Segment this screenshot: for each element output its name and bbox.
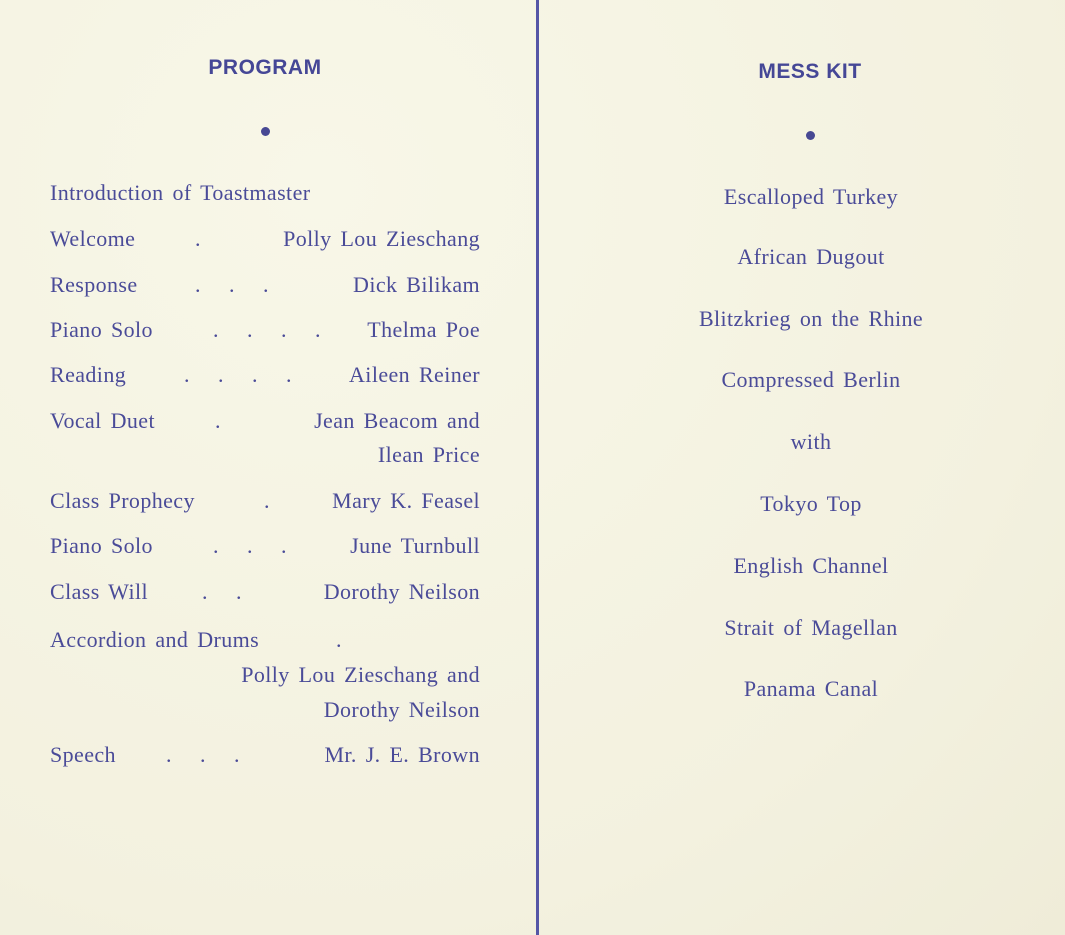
- program-row-label: Response: [50, 272, 138, 297]
- program-heading: PROGRAM: [208, 56, 322, 79]
- program-row-vocal-duet: [50, 408, 480, 478]
- program-row-performer: Dorothy Neilson: [323, 579, 480, 604]
- program-row-accordion-drums: [50, 627, 480, 737]
- menu-item: Compressed Berlin: [721, 367, 901, 392]
- program-row-label: Piano Solo: [50, 317, 153, 342]
- program-row-label: Reading: [50, 362, 127, 387]
- program-row-leader-dots: .: [195, 226, 211, 251]
- program-row-performer: Dick Bilikam: [353, 272, 480, 297]
- program-row-performer-line2: Ilean Price: [377, 442, 480, 467]
- menu-item: Blitzkrieg on the Rhine: [698, 306, 924, 331]
- program-row-label: Introduction of Toastmaster: [50, 180, 311, 205]
- program-row-label: Welcome: [50, 226, 136, 251]
- program-bullet-dot: [261, 127, 270, 136]
- menu-item: with: [790, 429, 832, 454]
- program-row-performer-line3: Dorothy Neilson: [323, 697, 480, 722]
- menu-item: English Channel: [733, 553, 889, 578]
- program-row-leader-dots: . . .: [195, 272, 279, 297]
- program-row-leader-dots: .: [215, 408, 231, 433]
- program-row-performer-line2: Polly Lou Zieschang and: [241, 662, 480, 687]
- program-row-leader-dots: .: [336, 627, 352, 652]
- program-row-performer: Thelma Poe: [367, 317, 480, 342]
- program-row-leader-dots: . . .: [213, 533, 297, 558]
- program-row-leader-dots: . . . .: [213, 317, 331, 342]
- program-row-label: Class Will: [50, 579, 148, 604]
- program-row-leader-dots: . . . .: [184, 362, 302, 387]
- menu-item: Tokyo Top: [760, 491, 862, 516]
- mess-kit-bullet-dot: [806, 131, 815, 140]
- program-row-label: Speech: [50, 742, 116, 767]
- menu-item: African Dugout: [737, 244, 885, 269]
- program-row-performer: Mary K. Feasel: [332, 488, 480, 513]
- menu-item: Strait of Magellan: [724, 615, 898, 640]
- center-fold-line: [536, 0, 539, 935]
- program-row-label: Vocal Duet: [50, 408, 155, 433]
- menu-item: Escalloped Turkey: [723, 184, 899, 209]
- program-row-performer: Mr. J. E. Brown: [324, 742, 480, 767]
- program-row-performer: Aileen Reiner: [349, 362, 480, 387]
- program-row-label: Piano Solo: [50, 533, 153, 558]
- mess-kit-heading: MESS KIT: [758, 60, 862, 83]
- menu-item: Panama Canal: [743, 676, 879, 701]
- program-row-performer: Jean Beacom and: [314, 408, 480, 433]
- program-row-performer: Polly Lou Zieschang: [283, 226, 480, 251]
- program-row-performer: June Turnbull: [350, 533, 480, 558]
- program-row-leader-dots: . .: [202, 579, 252, 604]
- program-row-leader-dots: .: [264, 488, 280, 513]
- program-row-leader-dots: . . .: [166, 742, 250, 767]
- program-row-label: Accordion and Drums: [50, 627, 260, 652]
- program-row-label: Class Prophecy: [50, 488, 195, 513]
